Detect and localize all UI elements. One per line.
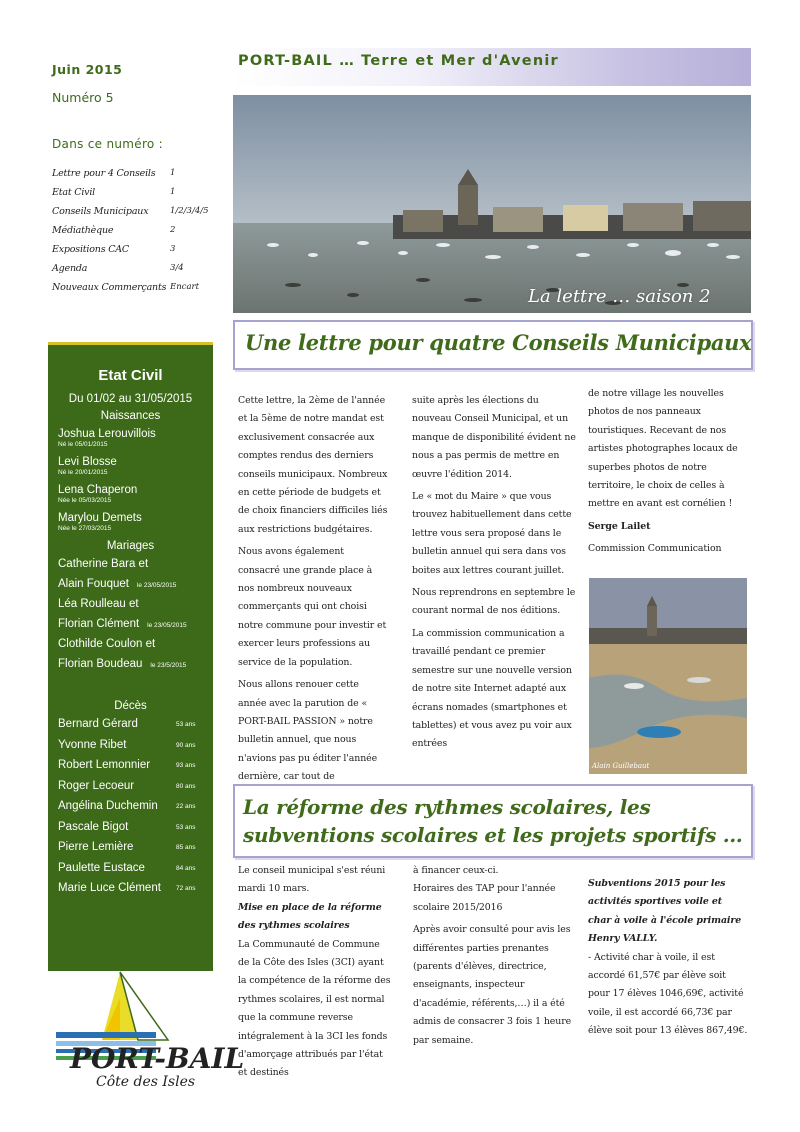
toc-title: Dans ce numéro : — [52, 137, 164, 151]
death-row — [48, 718, 213, 739]
table-of-contents — [52, 168, 232, 301]
article1-heading-box — [233, 320, 753, 370]
death-row — [48, 800, 213, 821]
marriage-name: Florian Boudeau — [58, 658, 143, 670]
death-age: 53 ans — [176, 823, 196, 831]
death-age: 85 ans — [176, 844, 196, 851]
harbor-photo — [233, 95, 751, 313]
photo-caption: La lettre … saison 2 — [528, 286, 711, 307]
toc-item[interactable] — [52, 187, 232, 206]
etat-civil-period: Du 01/02 au 31/05/2015 — [68, 393, 193, 405]
marriage-date: le 23/05/2015 — [136, 582, 177, 589]
logo-main-text: PORT-BAIL — [70, 1042, 245, 1075]
toc-item[interactable] — [52, 263, 232, 282]
deces-title: Décès — [114, 700, 147, 712]
paragraph: La Communauté de Commune de la Côte des Isles (3CI) ayant la compétence de la réforme des rythmes scolaires, il est normal que la commune reverse intégralement à la 3CI les fonds d'amorçage attribués par l'état et destinés — [238, 938, 391, 1079]
paragraph: La commission communication a travaillé pendant ce premier semestre sur une nouvelle version de notre site Internet adapté aux écrans nomades (smartphones et tablettes) et vous avez pu voir aux entrées — [412, 627, 572, 750]
toc-item-page: 2 — [170, 225, 176, 235]
toc-item[interactable] — [52, 244, 232, 263]
death-name: Pierre Lemière — [58, 841, 134, 853]
paragraph: - Activité char à voile, il est accordé 61,57€ par élève soit pour 17 élèves 1046,69€, activité voile, il est accordé 66,73€ par élève soit pour 13 élèves 867,49€. — [588, 951, 748, 1037]
death-name: Marie Luce Clément — [58, 882, 161, 894]
toc-item[interactable] — [52, 206, 232, 225]
marriage-line: Léa Roulleau et — [58, 598, 139, 610]
toc-item[interactable] — [52, 168, 232, 187]
marriage-line: Clothilde Coulon et — [58, 638, 156, 650]
logo-wave-1 — [56, 1032, 156, 1038]
paragraph: Nous avons également consacré une grande place à nos nombreux nouveaux commerçants qui ont choisi notre commune pour investir et exercer leurs professions au service de la population. — [238, 546, 387, 668]
article2-column-1 — [238, 862, 393, 1087]
mariages-title: Mariages — [106, 540, 155, 552]
toc-item-page: 1/2/3/4/5 — [170, 206, 209, 216]
paragraph: Horaires des TAP pour l'année scolaire 2015/2016 — [413, 883, 556, 913]
death-row — [48, 841, 213, 862]
birth-name: Marylou Demets — [58, 512, 142, 524]
death-age: 90 ans — [176, 741, 196, 749]
paragraph: suite après les élections du nouveau Conseil Municipal, et un manque de disponibilité évident ne nous a pas permis de mettre en œuvre l'édition 2014. — [412, 395, 576, 480]
paragraph: Le conseil municipal s'est réuni mardi 10 mars. — [238, 865, 386, 895]
birth-date: Né le 20/01/2015 — [58, 469, 108, 476]
marriage-name: Florian Clément — [58, 618, 140, 630]
issue-number: Numéro 5 — [52, 90, 114, 105]
article2-column-2 — [413, 862, 578, 1054]
death-age: 22 ans — [176, 803, 196, 810]
article2-column-3 — [588, 875, 748, 1045]
death-age: 80 ans — [176, 782, 196, 790]
newsletter-title: PORT-BAIL … Terre et Mer d'Avenir — [238, 53, 559, 69]
birth-name: Levi Blosse — [58, 456, 117, 468]
article2-heading: La réforme des rythmes scolaires, les subventions scolaires et les projets sportifs … — [243, 795, 743, 847]
toc-item-title: Lettre pour 4 Conseils — [52, 168, 156, 179]
paragraph: de notre village les nouvelles photos de nos panneaux touristiques. Recevant de nos artistes photographes locaux de superbes photos de notre territoire, le choix de celles à mettre en avant est cornélien ! — [588, 388, 738, 510]
issue-date: Juin 2015 — [52, 62, 123, 77]
signature-role: Commission Communication — [588, 543, 722, 555]
death-age: 72 ans — [176, 885, 196, 892]
etat-civil-title: Etat Civil — [98, 367, 163, 384]
article1-column-2 — [412, 392, 580, 758]
naissances-title: Naissances — [100, 410, 161, 422]
marriage-line: Catherine Bara et — [58, 558, 149, 570]
death-row — [48, 882, 213, 903]
etat-civil-sidebar — [48, 342, 213, 971]
death-name: Angélina Duchemin — [58, 800, 158, 812]
death-row — [48, 862, 213, 883]
toc-item-title: Médiathèque — [52, 225, 114, 236]
toc-item-title: Agenda — [52, 263, 88, 274]
port-bail-logo — [50, 968, 245, 1092]
toc-item-title: Nouveaux Commerçants — [52, 282, 167, 293]
marriage-line — [48, 658, 213, 678]
death-age: 93 ans — [176, 762, 196, 769]
marriage-line — [48, 578, 213, 598]
death-name: Yvonne Ribet — [58, 738, 127, 751]
death-name: Robert Lemonnier — [58, 759, 151, 771]
toc-item-page: 3/4 — [170, 263, 184, 273]
paragraph: Après avoir consulté pour avis les différentes parties prenantes (parents d'élèves, directrice, enseignants, inspecteur d'académie, référents,…) il a été admis de consacrer 3 fois 1 heure par semaine. — [413, 924, 572, 1046]
death-row — [48, 759, 213, 780]
toc-item-page: 1 — [170, 168, 176, 178]
marriage-date: le 23/05/2015 — [147, 622, 187, 629]
death-name: Bernard Gérard — [58, 718, 138, 730]
signature-name: Serge Lailet — [588, 520, 651, 532]
birth-date: Née le 27/03/2015 — [58, 525, 112, 532]
birth-name: Joshua Lerouvillois — [58, 428, 156, 440]
death-row — [48, 739, 213, 760]
toc-item[interactable] — [52, 225, 232, 244]
logo-graphic — [50, 968, 245, 1092]
logo-sub-text: Côte des Isles — [96, 1074, 196, 1090]
marriage-line — [48, 618, 213, 638]
toc-item[interactable] — [52, 282, 232, 301]
article1-column-1 — [238, 392, 388, 791]
death-name: Roger Lecoeur — [58, 779, 135, 792]
toc-item-page: 1 — [170, 187, 176, 197]
death-age: 84 ans — [176, 864, 196, 872]
paragraph: Cette lettre, la 2ème de l'année et la 5ème de notre mandat est exclusivement consacrée aux comptes rendus des derniers conseils municipaux. Nombreux en cette période de budgets et de choix financiers difficiles liés aux restrictions budgétaires. — [238, 395, 388, 535]
death-row — [48, 780, 213, 801]
birth-name: Lena Chaperon — [58, 484, 138, 496]
death-row — [48, 821, 213, 842]
paragraph: Le « mot du Maire » que vous trouvez habituellement dans cette lettre vous sera proposé dans le bulletin annuel qui sera dans vos boites aux lettres courant juillet. — [412, 491, 572, 576]
death-name: Paulette Eustace — [58, 861, 145, 874]
paragraph: Nous reprendrons en septembre le courant normal de nos éditions. — [412, 587, 576, 617]
birth-date: Né le 05/01/2015 — [58, 441, 108, 448]
marriage-name: Alain Fouquet — [58, 578, 129, 590]
article2-heading-box — [233, 784, 753, 858]
beach-photo-graphic — [589, 578, 747, 774]
paragraph: Nous allons renouer cette année avec la parution de « PORT-BAIL PASSION » notre bulletin annuel, que nous n'avions pas pu éditer l'année dernière, car tout de — [238, 679, 378, 783]
death-name: Pascale Bigot — [58, 820, 129, 833]
article1-heading: Une lettre pour quatre Conseils Municipaux — [245, 330, 752, 355]
toc-item-page: Encart — [170, 282, 199, 292]
toc-item-title: Etat Civil — [52, 187, 96, 198]
subheading: Mise en place de la réforme des rythmes scolaires — [238, 901, 382, 932]
beach-photo-credit: Alain Guillebaut — [592, 762, 650, 770]
toc-item-page: 3 — [170, 244, 176, 254]
harbor-photo-graphic — [233, 95, 751, 313]
toc-item-title: Conseils Municipaux — [52, 206, 149, 217]
birth-date: Née le 05/03/2015 — [58, 497, 112, 504]
subheading: Subventions 2015 pour les activités sportives voile et char à voile à l'école primaire Henry VALLY. — [588, 878, 742, 945]
death-age: 53 ans — [176, 721, 196, 728]
beach-photo — [589, 578, 747, 774]
article1-column-3 — [588, 385, 748, 563]
marriage-date: le 23/5/2015 — [150, 662, 187, 669]
paragraph: à financer ceux-ci. — [413, 865, 499, 876]
toc-item-title: Expositions CAC — [52, 244, 129, 255]
